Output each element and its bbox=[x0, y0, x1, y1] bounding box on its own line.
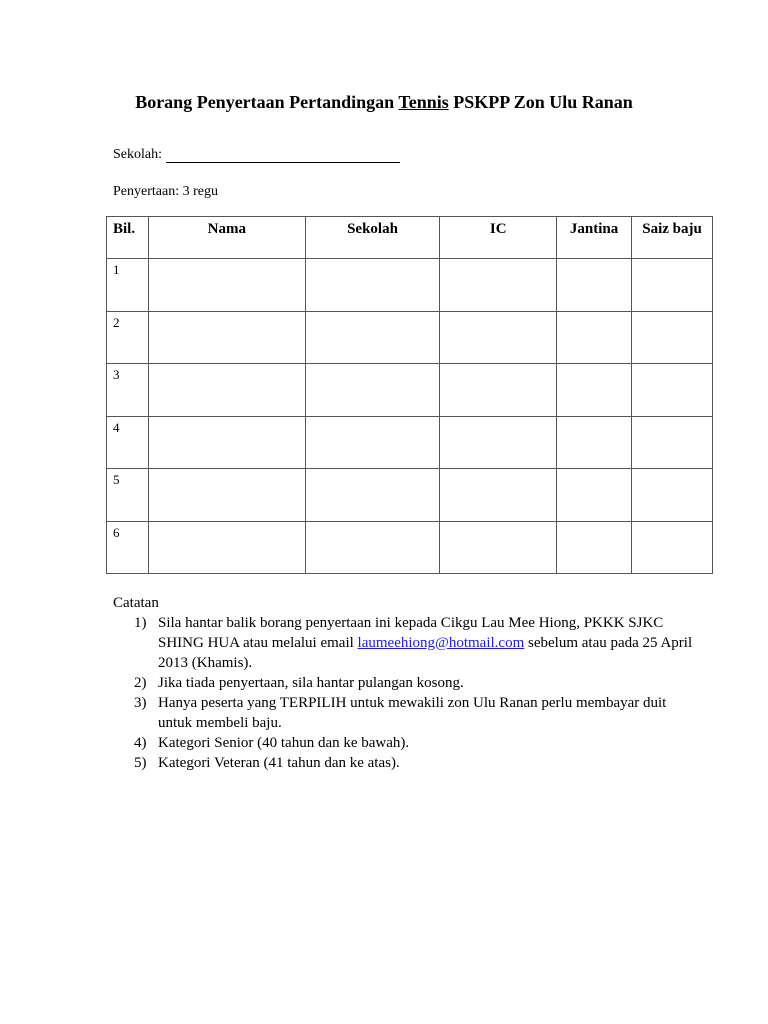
row-number: 2 bbox=[107, 311, 149, 364]
note-text-before-email: Sila hantar balik borang penyertaan ini kepada Cikgu Lau Mee Hiong, PKKK SJKC SHING HUA atau melalui email bbox=[158, 615, 664, 651]
title-prefix: Borang Penyertaan Pertandingan bbox=[135, 92, 399, 112]
cell-ic[interactable] bbox=[440, 416, 557, 469]
entries-text: Penyertaan: 3 regu bbox=[113, 184, 218, 199]
table-row bbox=[107, 416, 713, 469]
note-item bbox=[134, 673, 713, 693]
cell-sekolah[interactable] bbox=[305, 311, 440, 364]
table-row bbox=[107, 311, 713, 364]
title-suffix: PSKPP Zon Ulu Ranan bbox=[448, 92, 633, 112]
note-text: Jika tiada penyertaan, sila hantar pulangan kosong. bbox=[158, 675, 464, 691]
row-number: 1 bbox=[107, 259, 149, 312]
cell-jantina[interactable] bbox=[557, 259, 632, 312]
table-row bbox=[107, 259, 713, 312]
form-title bbox=[0, 92, 768, 113]
cell-sekolah[interactable] bbox=[305, 521, 440, 574]
note-number: 1) bbox=[134, 615, 147, 631]
note-number: 4) bbox=[134, 735, 147, 751]
note-text: Kategori Veteran (41 tahun dan ke atas). bbox=[158, 755, 400, 771]
cell-sekolah[interactable] bbox=[305, 469, 440, 522]
school-blank-line[interactable] bbox=[166, 148, 400, 163]
cell-nama[interactable] bbox=[148, 311, 305, 364]
note-number: 3) bbox=[134, 695, 147, 711]
cell-saiz-baju[interactable] bbox=[632, 259, 713, 312]
row-number: 3 bbox=[107, 364, 149, 417]
header-nama: Nama bbox=[148, 217, 305, 259]
school-label: Sekolah: bbox=[113, 147, 162, 162]
note-text bbox=[158, 613, 713, 673]
cell-ic[interactable] bbox=[440, 364, 557, 417]
cell-nama[interactable] bbox=[148, 469, 305, 522]
cell-ic[interactable] bbox=[440, 469, 557, 522]
note-number: 5) bbox=[134, 755, 147, 771]
cell-ic[interactable] bbox=[440, 311, 557, 364]
cell-saiz-baju[interactable] bbox=[632, 521, 713, 574]
cell-nama[interactable] bbox=[148, 259, 305, 312]
table-row bbox=[107, 364, 713, 417]
title-sport: Tennis bbox=[398, 92, 449, 112]
header-ic: IC bbox=[440, 217, 557, 259]
header-bil: Bil. bbox=[107, 217, 149, 259]
school-field bbox=[113, 147, 400, 163]
cell-sekolah[interactable] bbox=[305, 259, 440, 312]
cell-nama[interactable] bbox=[148, 364, 305, 417]
note-item bbox=[134, 733, 713, 753]
cell-jantina[interactable] bbox=[557, 521, 632, 574]
cell-saiz-baju[interactable] bbox=[632, 311, 713, 364]
table-row bbox=[107, 469, 713, 522]
cell-jantina[interactable] bbox=[557, 311, 632, 364]
note-number: 2) bbox=[134, 675, 147, 691]
entry-table bbox=[106, 216, 713, 574]
table-row bbox=[107, 521, 713, 574]
table-header-row bbox=[107, 217, 713, 259]
row-number: 4 bbox=[107, 416, 149, 469]
note-item bbox=[134, 613, 713, 673]
cell-ic[interactable] bbox=[440, 259, 557, 312]
note-item bbox=[134, 753, 713, 773]
cell-saiz-baju[interactable] bbox=[632, 364, 713, 417]
cell-saiz-baju[interactable] bbox=[632, 469, 713, 522]
note-text-after-email: sebelum atau pada 25 April 2013 (Khamis). bbox=[158, 635, 693, 671]
row-number: 6 bbox=[107, 521, 149, 574]
note-item bbox=[134, 693, 713, 733]
email-link[interactable]: laumeehiong@hotmail.com bbox=[357, 635, 525, 651]
cell-ic[interactable] bbox=[440, 521, 557, 574]
cell-jantina[interactable] bbox=[557, 416, 632, 469]
cell-sekolah[interactable] bbox=[305, 416, 440, 469]
note-text: Kategori Senior (40 tahun dan ke bawah). bbox=[158, 735, 410, 751]
cell-saiz-baju[interactable] bbox=[632, 416, 713, 469]
cell-jantina[interactable] bbox=[557, 469, 632, 522]
header-jantina: Jantina bbox=[557, 217, 632, 259]
cell-jantina[interactable] bbox=[557, 364, 632, 417]
header-saiz-baju: Saiz baju bbox=[632, 217, 713, 259]
row-number: 5 bbox=[107, 469, 149, 522]
header-sekolah: Sekolah bbox=[305, 217, 440, 259]
cell-nama[interactable] bbox=[148, 416, 305, 469]
cell-sekolah[interactable] bbox=[305, 364, 440, 417]
notes-title: Catatan bbox=[113, 595, 159, 611]
notes-section bbox=[113, 593, 713, 773]
cell-nama[interactable] bbox=[148, 521, 305, 574]
note-text: Hanya peserta yang TERPILIH untuk mewakili zon Ulu Ranan perlu membayar duit untuk membeli baju. bbox=[158, 695, 667, 731]
